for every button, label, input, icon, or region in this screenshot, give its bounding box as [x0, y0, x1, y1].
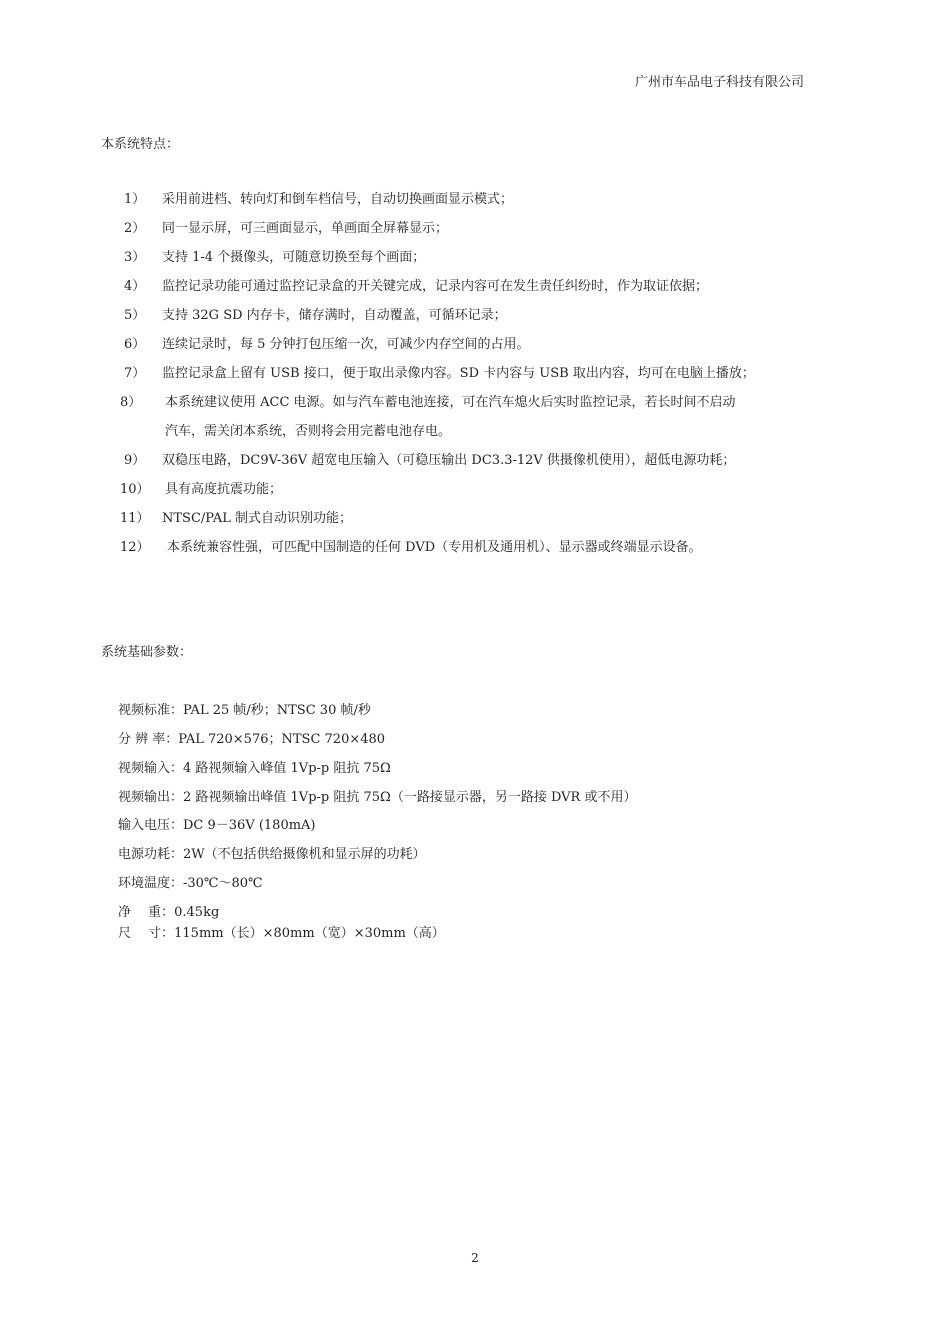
item-number: 9）: [124, 453, 146, 468]
spec-item: 视频输出：2 路视频输出峰值 1Vp-p 阻抗 75Ω（一路接显示器，另一路接 DVR 或不用）: [118, 790, 637, 805]
spec-item: 电源功耗：2W（不包括供给摄像机和显示屏的功耗）: [118, 847, 426, 862]
item-number: 8）: [120, 395, 142, 410]
item-text: 支持 1-4 个摄像头，可随意切换至每个画面；: [162, 250, 426, 265]
spec-item: 尺 寸：115mm（长）×80mm（宽）×30mm（高）: [118, 926, 445, 941]
item-text: 支持 32G SD 内存卡，储存满时，自动覆盖，可循环记录；: [162, 308, 507, 323]
spec-item: 视频标准：PAL 25 帧/秒；NTSC 30 帧/秒: [118, 703, 371, 718]
item-text-continued: 汽车，需关闭本系统，否则将会用完蓄电池存电。: [165, 424, 452, 439]
item-number: 12）: [120, 540, 150, 555]
page-number: 2: [471, 1251, 479, 1265]
item-text: 具有高度抗震功能；: [165, 482, 283, 497]
spec-item: 视频输入：4 路视频输入峰值 1Vp-p 阻抗 75Ω: [118, 761, 391, 776]
item-text: 本系统建议使用 ACC 电源。如与汽车蓄电池连接，可在汽车熄火后实时监控记录，若长时间不启动: [165, 395, 736, 410]
features-heading: 本系统特点：: [101, 137, 180, 152]
item-text: 连续记录时，每 5 分钟打包压缩一次，可减少内存空间的占用。: [162, 337, 530, 352]
item-number: 3）: [124, 250, 146, 265]
item-text: 采用前进档、转向灯和倒车档信号，自动切换画面显示模式；: [162, 192, 514, 207]
item-number: 2）: [124, 221, 146, 236]
item-number: 10）: [120, 482, 150, 497]
item-number: 11）: [120, 511, 150, 526]
item-number: 1）: [124, 192, 146, 207]
item-text: 同一显示屏，可三画面显示，单画面全屏幕显示；: [162, 221, 449, 236]
spec-item: 输入电压：DC 9－36V (180mA): [118, 818, 316, 833]
item-text: 双稳压电路，DC9V-36V 超宽电压输入（可稳压输出 DC3.3-12V 供摄像机使用），超低电源功耗；: [162, 453, 736, 468]
item-number: 7）: [124, 366, 146, 381]
item-text: 监控记录功能可通过监控记录盒的开关键完成，记录内容可在发生责任纠纷时，作为取证依据；: [162, 279, 709, 294]
item-text: 本系统兼容性强，可匹配中国制造的任何 DVD（专用机及通用机）、显示器或终端显示设备。: [167, 540, 702, 555]
item-text: 监控记录盒上留有 USB 接口，便于取出录像内容。SD 卡内容与 USB 取出内容，均可在电脑上播放；: [162, 366, 755, 381]
spec-item: 分 辨 率：PAL 720×576；NTSC 720×480: [118, 732, 386, 747]
item-number: 5）: [124, 308, 146, 323]
spec-item: 环境温度：-30℃～80℃: [118, 876, 263, 891]
item-number: 6）: [124, 337, 146, 352]
item-text: NTSC/PAL 制式自动识别功能；: [162, 511, 352, 526]
spec-item: 净 重：0.45kg: [118, 905, 220, 920]
item-number: 4）: [124, 279, 146, 294]
company-header: 广州市车品电子科技有限公司: [634, 75, 804, 90]
specs-heading: 系统基础参数：: [101, 645, 193, 660]
